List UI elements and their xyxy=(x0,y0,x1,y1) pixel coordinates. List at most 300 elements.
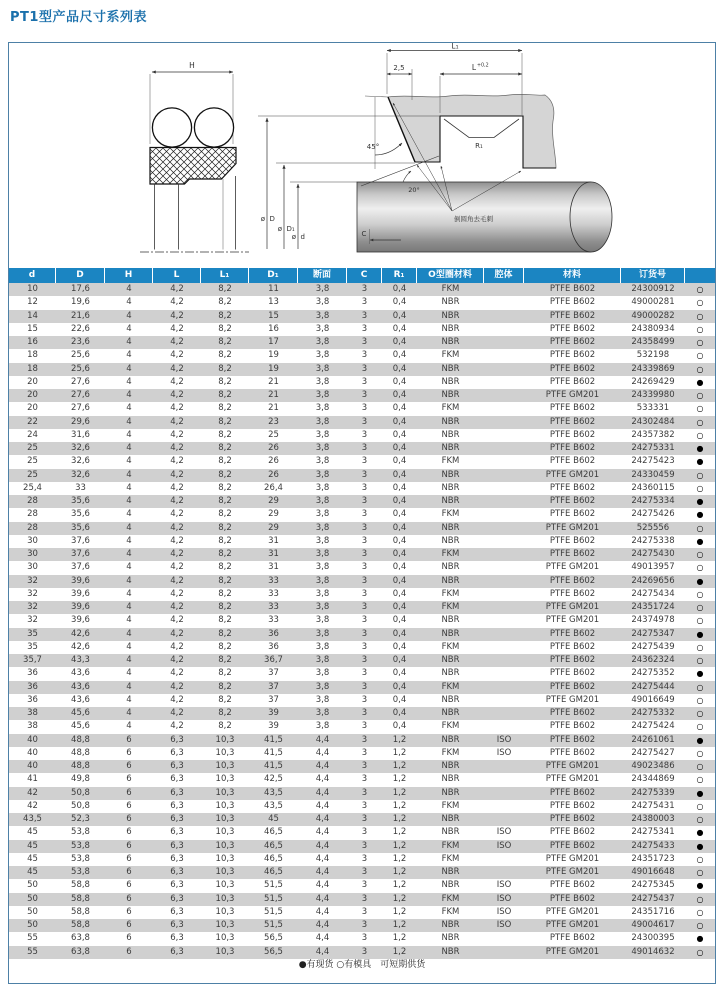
cell: 3 xyxy=(361,549,368,559)
cell: 4,2 xyxy=(170,694,184,705)
table-body xyxy=(9,283,715,959)
stock-indicator: ○ xyxy=(696,748,704,758)
table-row xyxy=(9,840,715,853)
cell: 8,2 xyxy=(218,549,232,559)
cell xyxy=(484,681,524,694)
cell xyxy=(484,760,524,773)
cell: 50 xyxy=(27,906,38,917)
cell: PTFE B602 xyxy=(549,337,596,347)
cell: 4 xyxy=(126,575,132,586)
cell: 0,4 xyxy=(392,522,407,533)
cell: 8,2 xyxy=(218,562,232,573)
cell: NBR xyxy=(441,575,460,586)
table-row xyxy=(9,416,715,429)
table-row xyxy=(9,548,715,561)
cell xyxy=(484,296,524,309)
cell: 51,5 xyxy=(264,920,283,930)
cell: 4 xyxy=(126,323,132,334)
cell: 0,4 xyxy=(392,535,407,546)
cell: 20 xyxy=(27,390,38,400)
cell: 33 xyxy=(75,482,86,493)
table-row xyxy=(9,495,715,508)
cell: NBR xyxy=(441,946,460,957)
angle-label-20: 20° xyxy=(408,186,420,194)
cell: 4,4 xyxy=(315,800,330,811)
content-panel xyxy=(8,42,716,984)
cell: 49004617 xyxy=(631,920,675,930)
cell: 32,6 xyxy=(71,456,90,467)
cell xyxy=(484,641,524,654)
cell: 4,4 xyxy=(315,906,330,917)
cell: NBR xyxy=(441,920,460,930)
cell: 6,3 xyxy=(170,800,184,811)
stock-indicator: ○ xyxy=(696,550,704,559)
cell: 3 xyxy=(361,482,368,493)
cell: 10,3 xyxy=(215,827,235,838)
cell: 0,4 xyxy=(392,694,407,705)
cell: 3 xyxy=(361,376,368,387)
dim-label-c: C xyxy=(361,230,367,238)
cell: 6,3 xyxy=(170,867,184,877)
cell: 28 xyxy=(27,509,38,520)
cell: 24351723 xyxy=(631,853,675,864)
cell: 0,4 xyxy=(392,641,407,652)
cell: FKM xyxy=(441,588,460,599)
stock-indicator: ○ xyxy=(696,775,704,785)
cell: PTFE B602 xyxy=(549,429,596,440)
cell: 3,8 xyxy=(315,588,330,599)
cell: 24275430 xyxy=(631,549,675,559)
cell: 24275341 xyxy=(631,827,675,838)
table-row xyxy=(9,773,715,786)
cell: 29,6 xyxy=(71,416,90,427)
cell: 6 xyxy=(126,933,132,944)
cell xyxy=(484,853,524,866)
cell: 4 xyxy=(126,615,132,626)
cell: 3 xyxy=(361,774,368,785)
legend: ●有现货 ○有模具 可短期供货 xyxy=(298,959,426,970)
stock-indicator: ● xyxy=(696,881,704,891)
table-row xyxy=(9,879,715,892)
cell: 8,2 xyxy=(218,628,232,639)
cell: 6 xyxy=(126,906,132,917)
cell: 42,6 xyxy=(71,641,90,652)
cell: 4,2 xyxy=(170,522,184,533)
cell: FKM xyxy=(441,403,460,414)
cell: 50,8 xyxy=(71,800,90,811)
cell: 4,4 xyxy=(315,840,330,851)
cell: 10,3 xyxy=(215,761,235,771)
cell: 24360115 xyxy=(631,482,675,493)
cell: 10,3 xyxy=(215,906,235,917)
cell: 8,2 xyxy=(218,615,232,626)
cell: 8,2 xyxy=(218,655,232,665)
cell: NBR xyxy=(441,708,460,718)
cell: 33 xyxy=(268,575,279,586)
cell: 3 xyxy=(361,575,368,586)
cell: 3 xyxy=(361,641,368,652)
cell xyxy=(484,588,524,601)
cell: NBR xyxy=(441,668,460,679)
cell: 0,4 xyxy=(392,443,407,453)
cell: 4,4 xyxy=(315,880,330,891)
cell: 10,3 xyxy=(215,880,235,891)
cell: PTFE B602 xyxy=(549,443,596,453)
cell: 0,4 xyxy=(392,482,407,493)
cell: PTFE GM201 xyxy=(545,920,600,930)
stock-indicator: ○ xyxy=(696,483,704,493)
cell: PTFE GM201 xyxy=(545,390,600,400)
cell: 3 xyxy=(361,297,368,308)
cell: 4,2 xyxy=(170,575,184,586)
cell: 4 xyxy=(126,416,132,427)
cell: PTFE B602 xyxy=(549,310,596,321)
cell: 24275431 xyxy=(631,800,675,811)
cell: 4,2 xyxy=(170,668,184,679)
cell xyxy=(484,336,524,349)
table-row xyxy=(9,402,715,415)
stock-indicator: ● xyxy=(696,536,704,546)
cell: 0,4 xyxy=(392,469,407,480)
cell: 4 xyxy=(126,403,132,414)
stock-indicator: ○ xyxy=(696,589,704,599)
cell: NBR xyxy=(441,297,460,308)
cell: 4 xyxy=(126,681,132,692)
cell: 3,8 xyxy=(315,496,330,506)
stock-indicator: ○ xyxy=(696,298,704,308)
cell: 4,2 xyxy=(170,535,184,546)
stock-indicator: ● xyxy=(696,457,704,467)
cell: 0,4 xyxy=(392,628,407,639)
cell: 1,2 xyxy=(392,787,407,798)
cell: 50,8 xyxy=(71,787,90,798)
cell: 24275426 xyxy=(631,509,675,520)
cell: PTFE GM201 xyxy=(545,867,600,877)
cell: 32,6 xyxy=(71,469,90,480)
cell: 10,3 xyxy=(215,920,235,930)
cell: PTFE B602 xyxy=(549,893,596,904)
cell: 24302484 xyxy=(631,416,675,427)
cell: 3,8 xyxy=(315,602,330,612)
cell: PTFE B602 xyxy=(549,456,596,467)
cell xyxy=(484,707,524,720)
table-row xyxy=(9,575,715,588)
cell: 24380934 xyxy=(631,323,675,334)
cell: 3 xyxy=(361,734,368,745)
cell: 42,5 xyxy=(264,774,283,785)
cell: 8,2 xyxy=(218,416,232,427)
col-header-orderno: 订货号 xyxy=(621,268,685,283)
cell: 50 xyxy=(27,880,38,891)
cell: 3,8 xyxy=(315,350,330,361)
cell: NBR xyxy=(441,694,460,705)
cell xyxy=(484,614,524,627)
cell: 0,4 xyxy=(392,549,407,559)
cell: FKM xyxy=(441,549,460,559)
cell: 3 xyxy=(361,615,368,626)
cell: PTFE GM201 xyxy=(545,602,600,612)
cell: 4 xyxy=(126,655,132,665)
cell: 3,8 xyxy=(315,456,330,467)
cell: 42 xyxy=(27,800,38,811)
cell: 6 xyxy=(126,800,132,811)
stock-indicator: ○ xyxy=(696,430,704,440)
cell: 4 xyxy=(126,482,132,493)
dim-label-h: H xyxy=(189,61,195,70)
cell: 19 xyxy=(268,350,279,361)
cell: 51,5 xyxy=(264,880,283,891)
cell: PTFE B602 xyxy=(549,827,596,838)
cell: 3 xyxy=(361,469,368,480)
cell: 4,4 xyxy=(315,867,330,877)
cell: NBR xyxy=(441,323,460,334)
stock-indicator: ● xyxy=(696,788,704,798)
cell: NBR xyxy=(441,655,460,665)
stock-indicator: ○ xyxy=(696,762,704,771)
table-row xyxy=(9,853,715,866)
cell: 4 xyxy=(126,535,132,546)
table-row xyxy=(9,946,715,959)
cell: ISO xyxy=(496,747,512,758)
deburr-note: 倒圆角去毛刺 xyxy=(454,215,493,223)
cell: PTFE B602 xyxy=(549,734,596,745)
stock-indicator: ○ xyxy=(696,351,704,361)
cell: 52,3 xyxy=(71,814,90,824)
cell: 40 xyxy=(27,747,38,758)
cell: 40 xyxy=(27,761,38,771)
cell: 4,2 xyxy=(170,641,184,652)
cell: 6,3 xyxy=(170,946,184,957)
cell: 49013957 xyxy=(631,562,675,573)
cell: 24275427 xyxy=(631,747,675,758)
cell: 3,8 xyxy=(315,522,330,533)
cell: 1,2 xyxy=(392,827,407,838)
table-row xyxy=(9,429,715,442)
table-row xyxy=(9,455,715,468)
cell: 20 xyxy=(27,403,38,414)
cell: 39,6 xyxy=(71,575,90,586)
cell: PTFE B602 xyxy=(549,416,596,427)
cell: 15 xyxy=(27,323,38,334)
cell: 51,5 xyxy=(264,893,283,904)
cell: ISO xyxy=(496,906,512,917)
cell: NBR xyxy=(441,496,460,506)
cell: 8,2 xyxy=(218,323,232,334)
cell: NBR xyxy=(441,814,460,824)
cell: 4,4 xyxy=(315,814,330,824)
stock-indicator: ● xyxy=(696,576,704,586)
col-header-oring: O型圈材料 xyxy=(417,268,484,283)
cell: 3 xyxy=(361,747,368,758)
cell: 4,2 xyxy=(170,549,184,559)
table-row xyxy=(9,813,715,826)
housing-section xyxy=(365,94,556,168)
cell xyxy=(484,800,524,813)
cell: 6,3 xyxy=(170,920,184,930)
cell: 58,8 xyxy=(71,880,90,891)
cell: 35,6 xyxy=(71,509,90,520)
table-row xyxy=(9,893,715,906)
cell: 24275423 xyxy=(631,456,675,467)
cell xyxy=(484,813,524,826)
cell: 45 xyxy=(27,840,38,851)
cell: 0,4 xyxy=(392,575,407,586)
cell: PTFE GM201 xyxy=(545,774,600,785)
cell: 24330459 xyxy=(631,469,675,480)
cell xyxy=(484,283,524,296)
cell: FKM xyxy=(441,840,460,851)
cell: 8,2 xyxy=(218,443,232,453)
cell: 6 xyxy=(126,867,132,877)
cell: NBR xyxy=(441,787,460,798)
cell xyxy=(484,946,524,959)
cell: 48,8 xyxy=(71,747,90,758)
cell: 26 xyxy=(268,456,279,467)
cell: PTFE B602 xyxy=(549,668,596,679)
dia-d-label: D xyxy=(269,215,275,223)
cell: 10,3 xyxy=(215,867,235,877)
cell: 26 xyxy=(268,469,279,480)
cell: 29 xyxy=(268,522,279,533)
cell: 1,2 xyxy=(392,800,407,811)
cell: 4 xyxy=(126,469,132,480)
cell: 45 xyxy=(27,827,38,838)
cell: 4,2 xyxy=(170,615,184,626)
table-row xyxy=(9,522,715,535)
cell: 21 xyxy=(268,403,279,414)
cell: 32 xyxy=(27,602,38,612)
cell: 0,4 xyxy=(392,681,407,692)
cell: PTFE B602 xyxy=(549,482,596,493)
cell: 6,3 xyxy=(170,814,184,824)
cell: 6 xyxy=(126,920,132,930)
cell: 25,6 xyxy=(71,363,90,374)
cell: 10,3 xyxy=(215,774,235,785)
cell: 24344869 xyxy=(631,774,675,785)
cell xyxy=(484,323,524,336)
cell: 3 xyxy=(361,668,368,679)
cell: 8,2 xyxy=(218,284,232,294)
stock-indicator: ● xyxy=(696,629,704,639)
cell: 24269429 xyxy=(631,376,675,387)
cell: 6 xyxy=(126,853,132,864)
cell: 43,6 xyxy=(71,694,90,705)
cell: ISO xyxy=(496,734,512,745)
cell: 4 xyxy=(126,429,132,440)
cell: 3,8 xyxy=(315,284,330,294)
cell: 4,2 xyxy=(170,602,184,612)
cell: 36 xyxy=(268,641,279,652)
cell: 25 xyxy=(27,443,38,453)
cell: 6,3 xyxy=(170,840,184,851)
cell: 3,8 xyxy=(315,668,330,679)
cell: 1,2 xyxy=(392,946,407,957)
cell: FKM xyxy=(441,641,460,652)
cell: 4 xyxy=(126,456,132,467)
cell: 41,5 xyxy=(264,761,283,771)
cell: 35,7 xyxy=(23,655,42,665)
cell: NBR xyxy=(441,416,460,427)
cell: 4 xyxy=(126,390,132,400)
cell: 24275424 xyxy=(631,721,675,732)
cell: 0,4 xyxy=(392,350,407,361)
cell: PTFE GM201 xyxy=(545,469,600,480)
table-row xyxy=(9,310,715,323)
cell: 4 xyxy=(126,310,132,321)
col-header-cavity: 腔体 xyxy=(484,268,524,283)
cell: 39 xyxy=(268,721,279,732)
cell: 4,2 xyxy=(170,588,184,599)
cell: 39,6 xyxy=(71,588,90,599)
cell: 4 xyxy=(126,694,132,705)
cell: 3 xyxy=(361,853,368,864)
cell: 1,2 xyxy=(392,814,407,824)
cell: 48,8 xyxy=(71,761,90,771)
cell: FKM xyxy=(441,602,460,612)
stock-indicator: ● xyxy=(696,510,704,520)
cell: 4,2 xyxy=(170,708,184,718)
cell xyxy=(484,601,524,614)
cell: 18 xyxy=(27,363,38,374)
cell: 49016648 xyxy=(631,867,675,877)
cell: PTFE B602 xyxy=(549,840,596,851)
cell: 8,2 xyxy=(218,456,232,467)
cell xyxy=(484,469,524,482)
cell: 10,3 xyxy=(215,840,235,851)
cell: 24374978 xyxy=(631,615,675,626)
cell: NBR xyxy=(441,363,460,374)
cell: 29 xyxy=(268,496,279,506)
stock-indicator: ○ xyxy=(696,642,704,652)
cell: 8,2 xyxy=(218,429,232,440)
cell: 4 xyxy=(126,376,132,387)
cell: 8,2 xyxy=(218,602,232,612)
cell: 25,6 xyxy=(71,350,90,361)
cell: 46,5 xyxy=(264,867,283,877)
cell: 24380003 xyxy=(631,814,675,824)
cell: PTFE B602 xyxy=(549,628,596,639)
stock-indicator: ○ xyxy=(696,616,704,626)
cell: 4,2 xyxy=(170,443,184,453)
dim-label-offset: 2,5 xyxy=(393,64,405,72)
col-header-section: 断面 xyxy=(298,268,347,283)
cell: 25 xyxy=(27,469,38,480)
cell: 6,3 xyxy=(170,774,184,785)
cell: PTFE GM201 xyxy=(545,853,600,864)
cell: 27,6 xyxy=(71,403,90,414)
cell: 3 xyxy=(361,920,368,930)
cell: 3 xyxy=(361,323,368,334)
table-row xyxy=(9,800,715,813)
cell: 3,8 xyxy=(315,443,330,453)
cell: NBR xyxy=(441,482,460,493)
cell: 3 xyxy=(361,906,368,917)
cell: 0,4 xyxy=(392,337,407,347)
cell: 63,8 xyxy=(71,946,90,957)
cell xyxy=(484,363,524,376)
cell: ISO xyxy=(496,827,512,838)
cell: 36 xyxy=(27,668,38,679)
cell: 36,7 xyxy=(264,655,283,665)
cell: 525556 xyxy=(636,522,670,533)
cell: 43,5 xyxy=(23,814,42,824)
cell: 24275352 xyxy=(631,668,675,679)
cell xyxy=(484,575,524,588)
cell: 28 xyxy=(27,496,38,506)
cell: 3 xyxy=(361,827,368,838)
cell: 43,5 xyxy=(264,800,283,811)
cell: 6,3 xyxy=(170,853,184,864)
